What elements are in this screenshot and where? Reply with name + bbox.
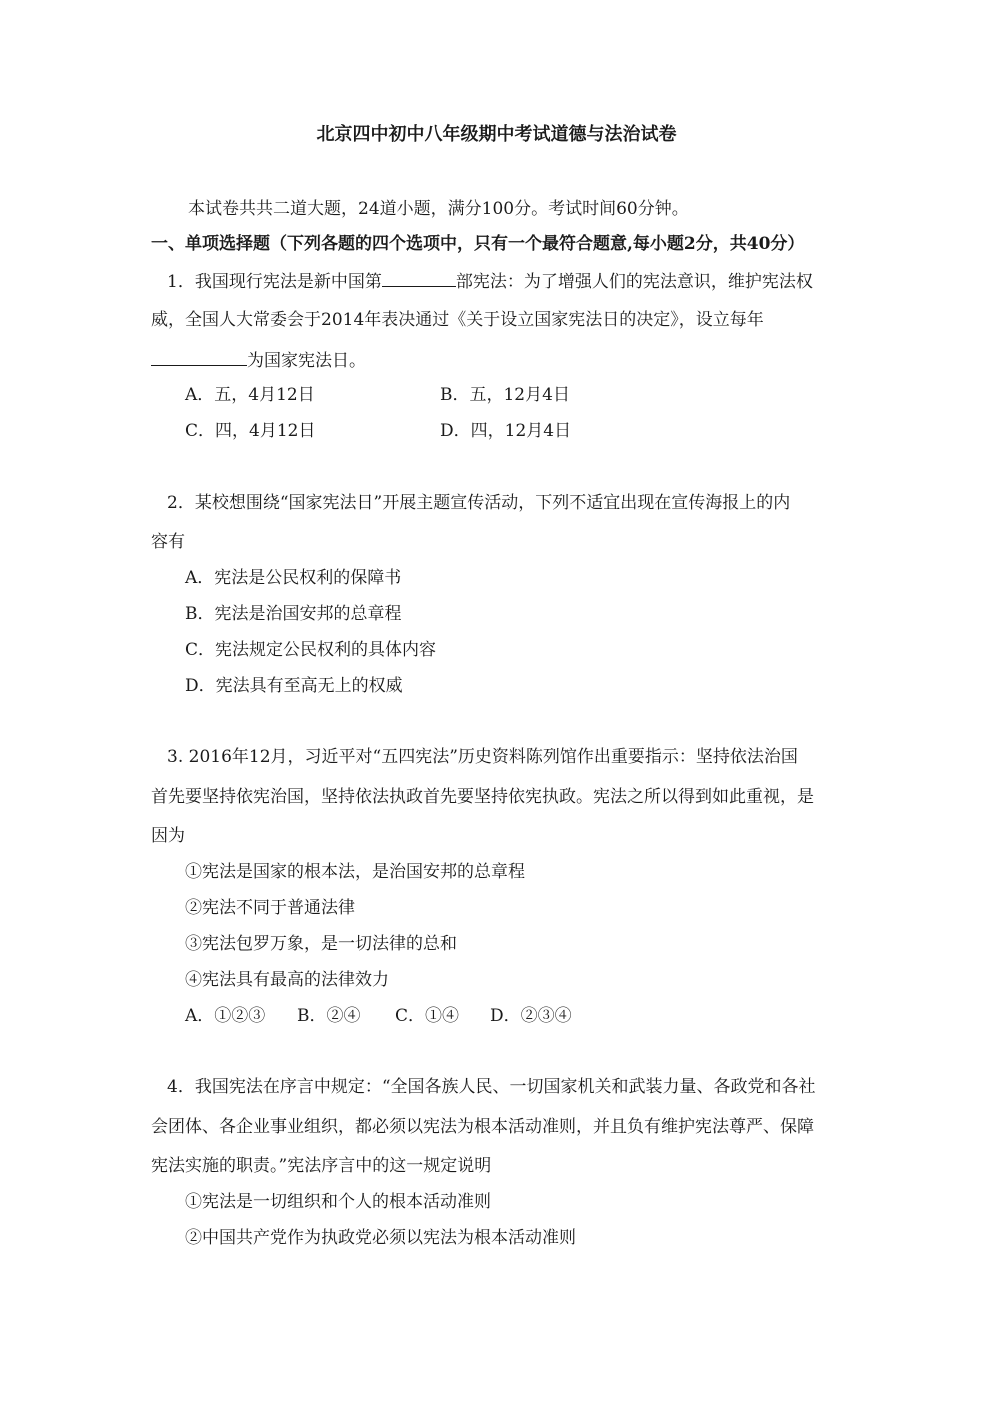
q1-option-a: A．五，4月12日 xyxy=(185,385,315,405)
exam-intro: 本试卷共共二道大题，24道小题，满分100分。考试时间60分钟。 xyxy=(188,199,689,219)
q4-statement-2: ②中国共产党作为执政党必须以宪法为根本活动准则 xyxy=(185,1228,576,1248)
q2-option-d: D．宪法具有至高无上的权威 xyxy=(185,676,403,696)
q2-option-b: B．宪法是治国安邦的总章程 xyxy=(185,604,402,624)
question-2-line-1: 2．某校想围绕“国家宪法日”开展主题宣传活动，下列不适宜出现在宣传海报上的内 xyxy=(167,493,791,513)
q1-text-after-blank: 部宪法：为了增强人们的宪法意识，维护宪法权 xyxy=(455,272,813,292)
question-4-line-1: 4．我国宪法在序言中规定：“全国各族人民、一切国家机关和武装力量、各政党和各社 xyxy=(167,1077,816,1097)
q2-option-a: A．宪法是公民权利的保障书 xyxy=(185,568,402,588)
question-4-line-3: 宪法实施的职责。”宪法序言中的这一规定说明 xyxy=(151,1156,492,1176)
question-1-line-3 xyxy=(151,348,366,372)
q3-statement-4: ④宪法具有最高的法律效力 xyxy=(185,970,389,990)
question-3-line-3: 因为 xyxy=(151,826,185,846)
question-4-line-2: 会团体、各企业事业组织，都必须以宪法为根本活动准则，并且负有维护宪法尊严、保障 xyxy=(151,1117,814,1137)
q1-text-before-blank: 1．我国现行宪法是新中国第 xyxy=(167,272,382,292)
q1-option-c: C．四，4月12日 xyxy=(185,421,316,441)
q3-statement-2: ②宪法不同于普通法律 xyxy=(185,898,355,918)
q1-line-3-text: 为国家宪法日。 xyxy=(247,351,366,371)
q4-statement-1: ①宪法是一切组织和个人的根本活动准则 xyxy=(185,1192,491,1212)
question-2-line-2: 容有 xyxy=(151,532,185,552)
question-3-line-2: 首先要坚持依宪治国，坚持依法执政首先要坚持依宪执政。宪法之所以得到如此重视，是 xyxy=(151,787,814,807)
answer-blank xyxy=(151,348,247,366)
q3-option-c: C．①④ xyxy=(395,1006,460,1026)
section-heading: 一、单项选择题（下列各题的四个选项中，只有一个最符合题意,每小题2分，共40分） xyxy=(151,234,805,254)
question-3-line-1: 3. 2016年12月，习近平对“五四宪法”历史资料陈列馆作出重要指示：坚持依法治国 xyxy=(167,747,798,767)
answer-blank xyxy=(382,269,456,287)
q1-option-d: D．四，12月4日 xyxy=(440,421,572,441)
q3-statement-3: ③宪法包罗万象，是一切法律的总和 xyxy=(185,934,457,954)
page-title: 北京四中初中八年级期中考试道德与法治试卷 xyxy=(316,124,677,145)
q2-option-c: C．宪法规定公民权利的具体内容 xyxy=(185,640,437,660)
q1-option-b: B．五，12月4日 xyxy=(440,385,570,405)
q3-option-b: B．②④ xyxy=(297,1006,361,1026)
q3-option-d: D．②③④ xyxy=(490,1006,572,1026)
q3-option-a: A．①②③ xyxy=(185,1006,266,1026)
q3-statement-1: ①宪法是国家的根本法，是治国安邦的总章程 xyxy=(185,862,525,882)
question-1-line-2: 威，全国人大常委会于2014年表决通过《关于设立国家宪法日的决定》，设立每年 xyxy=(151,310,764,330)
question-1-line-1 xyxy=(167,269,813,293)
